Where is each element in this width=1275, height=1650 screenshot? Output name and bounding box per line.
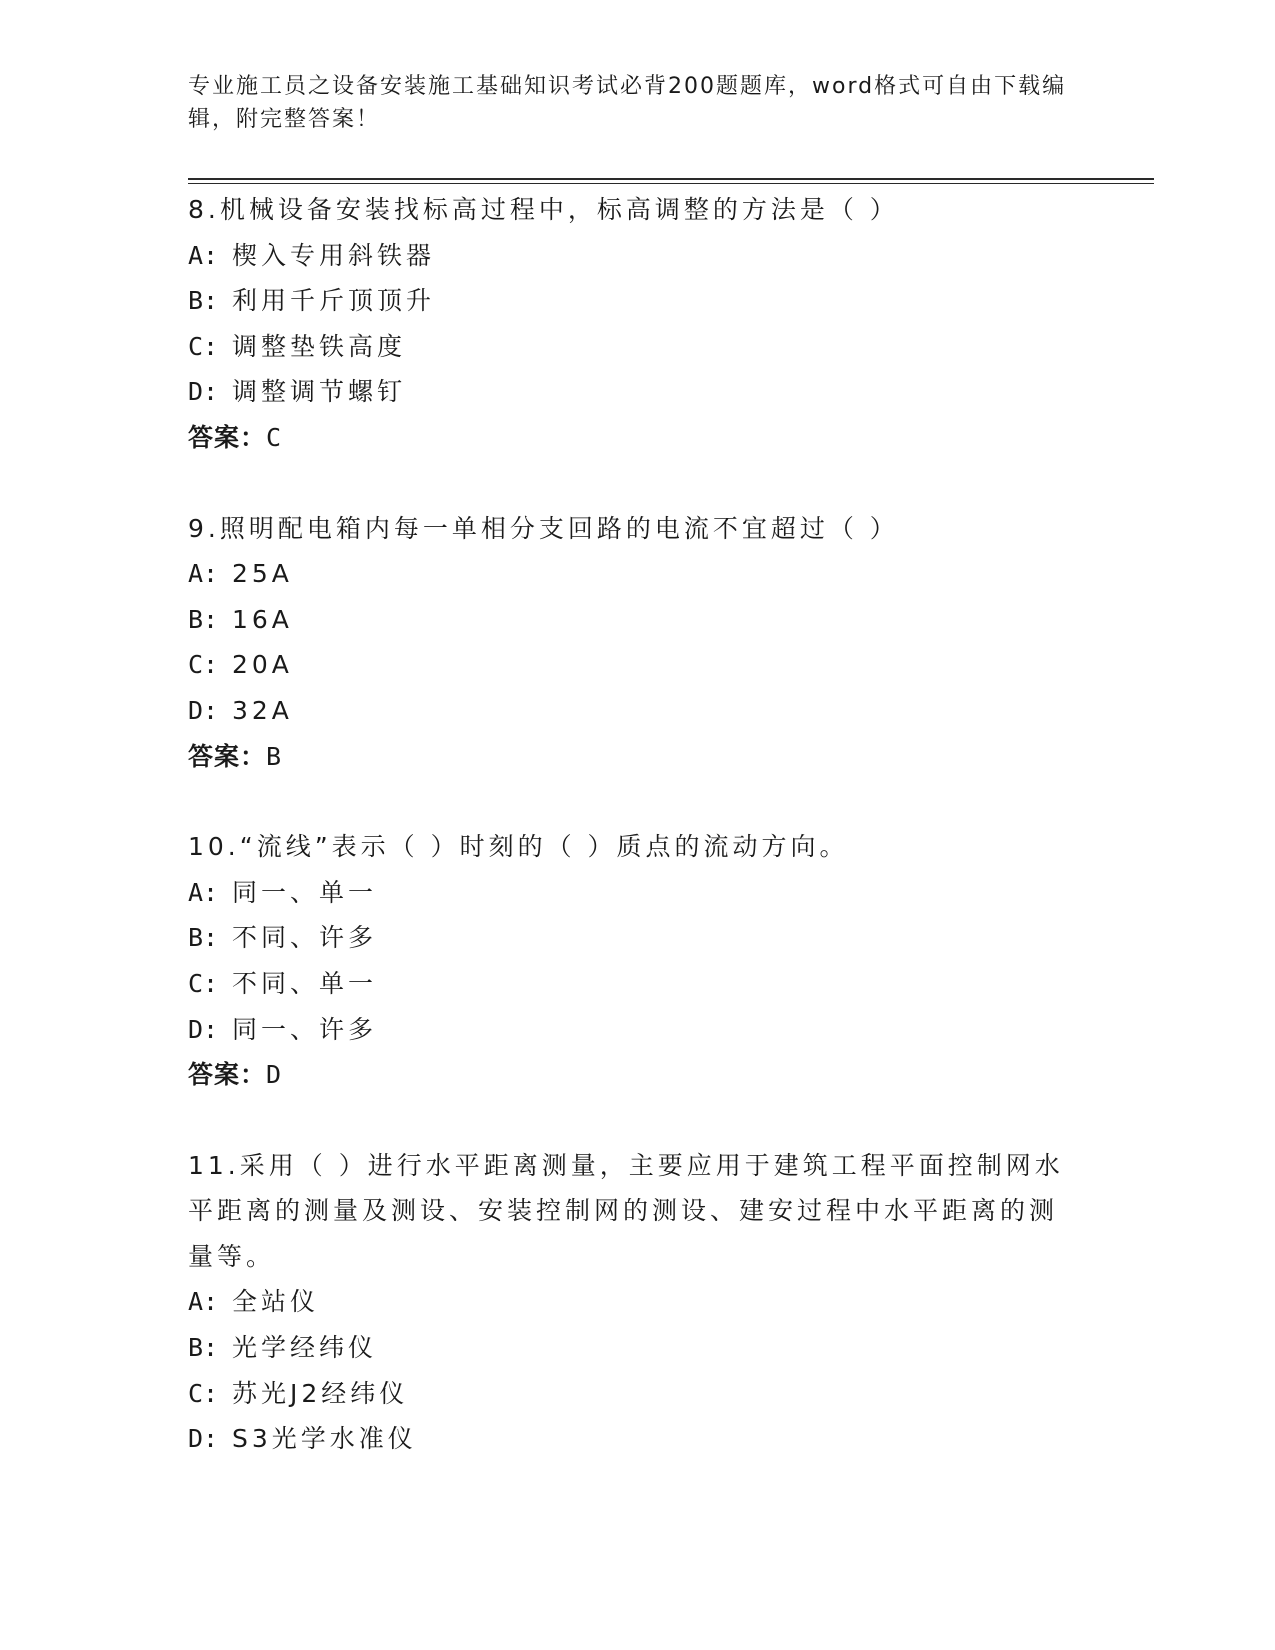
option-key: A: bbox=[188, 559, 219, 589]
option-a bbox=[188, 870, 1068, 916]
question-stem: 9.照明配电箱内每一单相分支回路的电流不宜超过（ ） bbox=[188, 513, 899, 543]
option-text: 25A bbox=[232, 559, 293, 589]
option-key: C: bbox=[188, 650, 219, 680]
answer-line bbox=[188, 734, 1068, 780]
option-text: S3光学水准仪 bbox=[232, 1424, 417, 1454]
option-text: 光学经纬仪 bbox=[232, 1333, 378, 1363]
option-text: 调整垫铁高度 bbox=[232, 331, 407, 361]
option-d bbox=[188, 1416, 1068, 1462]
option-key: A: bbox=[188, 1287, 219, 1317]
question-stem: 10.“流线”表示（ ）时刻的（ ）质点的流动方向。 bbox=[188, 832, 849, 862]
option-key: C: bbox=[188, 331, 219, 361]
option-b bbox=[188, 1325, 1068, 1371]
question-list bbox=[188, 187, 1068, 1462]
option-d bbox=[188, 1007, 1068, 1053]
option-a bbox=[188, 233, 1068, 279]
answer-value: C bbox=[266, 422, 283, 452]
option-text: 楔入专用斜铁器 bbox=[232, 240, 436, 270]
option-key: A: bbox=[188, 877, 219, 907]
question-9 bbox=[188, 506, 1068, 780]
option-a bbox=[188, 1279, 1068, 1325]
option-b bbox=[188, 278, 1068, 324]
option-c bbox=[188, 642, 1068, 688]
option-key: D: bbox=[188, 695, 219, 725]
option-text: 不同、单一 bbox=[232, 968, 378, 998]
option-key: C: bbox=[188, 1378, 219, 1408]
option-text: 全站仪 bbox=[232, 1287, 320, 1317]
option-key: D: bbox=[188, 377, 219, 407]
answer-line bbox=[188, 1052, 1068, 1098]
answer-label: 答案： bbox=[188, 741, 267, 771]
option-c bbox=[188, 324, 1068, 370]
question-10 bbox=[188, 824, 1068, 1098]
question-11 bbox=[188, 1143, 1068, 1462]
option-c bbox=[188, 1371, 1068, 1417]
answer-label: 答案： bbox=[188, 1060, 267, 1090]
answer-value: B bbox=[266, 741, 283, 771]
answer-value: D bbox=[266, 1060, 283, 1090]
option-b bbox=[188, 915, 1068, 961]
option-key: A: bbox=[188, 240, 219, 270]
option-key: B: bbox=[188, 604, 219, 634]
option-d bbox=[188, 688, 1068, 734]
header-divider-thin bbox=[188, 183, 1154, 184]
option-text: 20A bbox=[232, 650, 293, 680]
option-text: 同一、许多 bbox=[232, 1014, 378, 1044]
option-key: B: bbox=[188, 286, 219, 316]
header-divider-thick bbox=[188, 178, 1154, 180]
option-key: C: bbox=[188, 968, 219, 998]
option-key: D: bbox=[188, 1014, 219, 1044]
option-text: 苏光J2经纬仪 bbox=[232, 1378, 409, 1408]
option-key: D: bbox=[188, 1424, 219, 1454]
question-stem: 8.机械设备安装找标高过程中，标高调整的方法是（ ） bbox=[188, 195, 899, 224]
answer-label: 答案： bbox=[188, 422, 267, 452]
option-text: 32A bbox=[232, 695, 293, 725]
document-header: 专业施工员之设备安装施工基础知识考试必背200题题库，word格式可自由下载编辑，附完整答案！ bbox=[188, 74, 1067, 132]
option-text: 不同、许多 bbox=[232, 923, 378, 953]
question-8 bbox=[188, 187, 1068, 461]
option-text: 同一、单一 bbox=[232, 877, 378, 907]
option-text: 调整调节螺钉 bbox=[232, 377, 407, 407]
option-d bbox=[188, 369, 1068, 415]
option-b bbox=[188, 597, 1068, 643]
answer-line bbox=[188, 415, 1068, 461]
option-text: 利用千斤顶顶升 bbox=[232, 286, 436, 316]
question-stem: 11.采用（ ）进行水平距离测量，主要应用于建筑工程平面控制网水平距离的测量及测设、安装控制网的测设、建安过程中水平距离的测量等。 bbox=[188, 1150, 1064, 1271]
option-c bbox=[188, 961, 1068, 1007]
option-a bbox=[188, 551, 1068, 597]
option-key: B: bbox=[188, 923, 219, 953]
option-text: 16A bbox=[232, 604, 293, 634]
option-key: B: bbox=[188, 1333, 219, 1363]
